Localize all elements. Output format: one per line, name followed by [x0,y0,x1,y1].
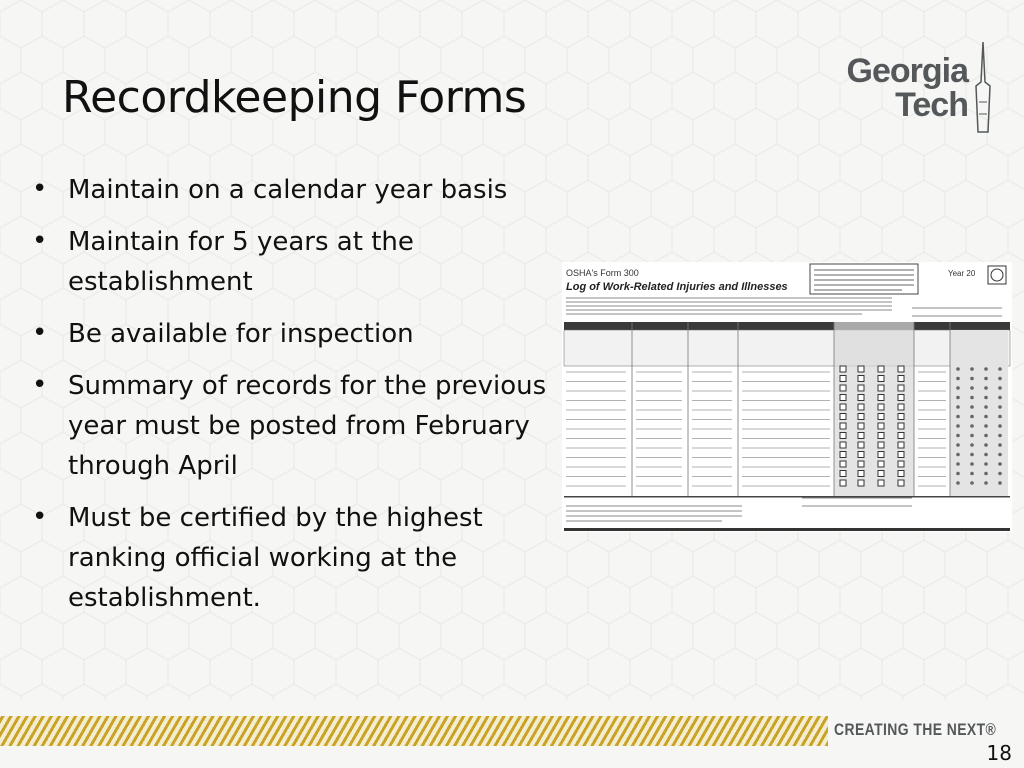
form-checkbox [858,480,864,486]
form-dot [984,424,988,428]
form-checkbox [858,376,864,382]
form-dot [984,415,988,419]
form-dot [970,415,974,419]
footer-tagline: CREATING THE NEXT® [834,720,997,739]
form-dot [970,453,974,457]
bullet-dot-icon: • [32,226,48,256]
form-checkbox [858,433,864,439]
form-checkbox [840,376,846,382]
form-dot [956,405,960,409]
form-dot [998,443,1002,447]
form-checkbox [840,442,846,448]
bullet-item [30,366,550,486]
bullet-list [30,170,550,630]
bullet-dot-icon: • [32,370,48,400]
form-dot [998,424,1002,428]
form-dot [984,472,988,476]
form-dot [956,434,960,438]
form-checkbox [858,395,864,401]
form-checkbox [840,404,846,410]
form-title: Log of Work-Related Injuries and Illnesses [566,281,788,293]
form-checkbox [858,461,864,467]
form-illustration [562,262,1012,532]
form-dot [970,396,974,400]
bullet-text: Must be certified by the highest ranking official working at the establishment. [68,503,483,613]
form-checkbox [898,480,904,486]
form-dot [998,405,1002,409]
form-checkbox [858,385,864,391]
form-checkbox [858,414,864,420]
form-checkbox [878,423,884,429]
form-checkbox [858,404,864,410]
form-checkbox [898,461,904,467]
form-dot [970,443,974,447]
form-checkbox [858,366,864,372]
form-dot [956,424,960,428]
form-checkbox [898,385,904,391]
form-dot [956,472,960,476]
form-dot [956,481,960,485]
form-checkbox [898,414,904,420]
form-checkbox [858,423,864,429]
slide-title: Recordkeeping Forms [62,72,527,123]
form-checkbox [898,423,904,429]
form-dot [998,367,1002,371]
form-dot [956,462,960,466]
form-dot [956,443,960,447]
form-dot [970,434,974,438]
form-dot [998,472,1002,476]
bullet-dot-icon: • [32,502,48,532]
form-dot [984,453,988,457]
bullet-dot-icon: • [32,174,48,204]
form-checkbox [840,433,846,439]
form-dot [984,377,988,381]
form-checkbox [840,423,846,429]
form-dot [998,396,1002,400]
form-dot [998,415,1002,419]
bullet-text: Maintain on a calendar year basis [68,175,508,205]
bullet-text: Be available for inspection [68,319,414,349]
form-dot [970,481,974,485]
bullet-item [30,314,550,354]
form-dot [998,481,1002,485]
form-checkbox [878,366,884,372]
form-checkbox [878,385,884,391]
bullet-item [30,170,550,210]
bullet-text: Maintain for 5 years at the establishment [68,227,414,297]
form-dot [956,377,960,381]
form-checkbox [898,442,904,448]
form-rows [566,366,1002,486]
form-dot [998,453,1002,457]
bullet-item [30,498,550,618]
form-dot [998,434,1002,438]
form-dot [970,472,974,476]
form-checkbox [858,442,864,448]
form-checkbox [898,471,904,477]
form-checkbox [840,366,846,372]
osha-form-300-image [562,262,1012,532]
form-checkbox [898,395,904,401]
form-checkbox [878,442,884,448]
form-checkbox [898,452,904,458]
form-checkbox [840,414,846,420]
form-checkbox [840,395,846,401]
form-dot [998,386,1002,390]
form-checkbox [898,366,904,372]
form-dot [970,386,974,390]
form-checkbox [878,461,884,467]
form-checkbox [840,461,846,467]
form-dot [970,377,974,381]
form-dot [984,367,988,371]
form-dot [984,462,988,466]
form-year: Year 20 [948,269,976,278]
form-checkbox [840,385,846,391]
form-label: OSHA's Form 300 [566,268,639,278]
form-checkbox [878,452,884,458]
page-number: 18 [986,741,1012,765]
form-dot [970,367,974,371]
logo-line-tech: Tech [895,86,968,124]
form-checkbox [878,480,884,486]
footer-stripe-band [0,716,828,746]
form-checkbox [898,404,904,410]
form-checkbox [898,376,904,382]
form-dot [970,424,974,428]
form-checkbox [840,480,846,486]
logo-line-georgia: Georgia [846,52,968,90]
form-dot [956,415,960,419]
form-dot [998,462,1002,466]
form-dot [970,405,974,409]
form-dot [984,386,988,390]
bullet-dot-icon: • [32,318,48,348]
form-checkbox [840,471,846,477]
form-checkbox [878,433,884,439]
bullet-item [30,222,550,302]
form-checkbox [878,471,884,477]
tech-tower-icon [972,42,994,138]
georgia-tech-logo [834,40,994,140]
form-dot [956,453,960,457]
form-checkbox [858,471,864,477]
form-dot [984,434,988,438]
form-checkbox [878,404,884,410]
form-checkbox [878,376,884,382]
form-dot [970,462,974,466]
form-checkbox [878,395,884,401]
form-dot [956,367,960,371]
bullet-text: Summary of records for the previous year must be posted from February through April [68,371,547,481]
form-dot [956,386,960,390]
form-dot [984,405,988,409]
form-checkbox [858,452,864,458]
form-checkbox [878,414,884,420]
form-dot [956,396,960,400]
form-dot [998,377,1002,381]
form-checkbox [840,452,846,458]
form-dot [984,481,988,485]
form-dot [984,396,988,400]
form-checkbox [898,433,904,439]
form-dot [984,443,988,447]
